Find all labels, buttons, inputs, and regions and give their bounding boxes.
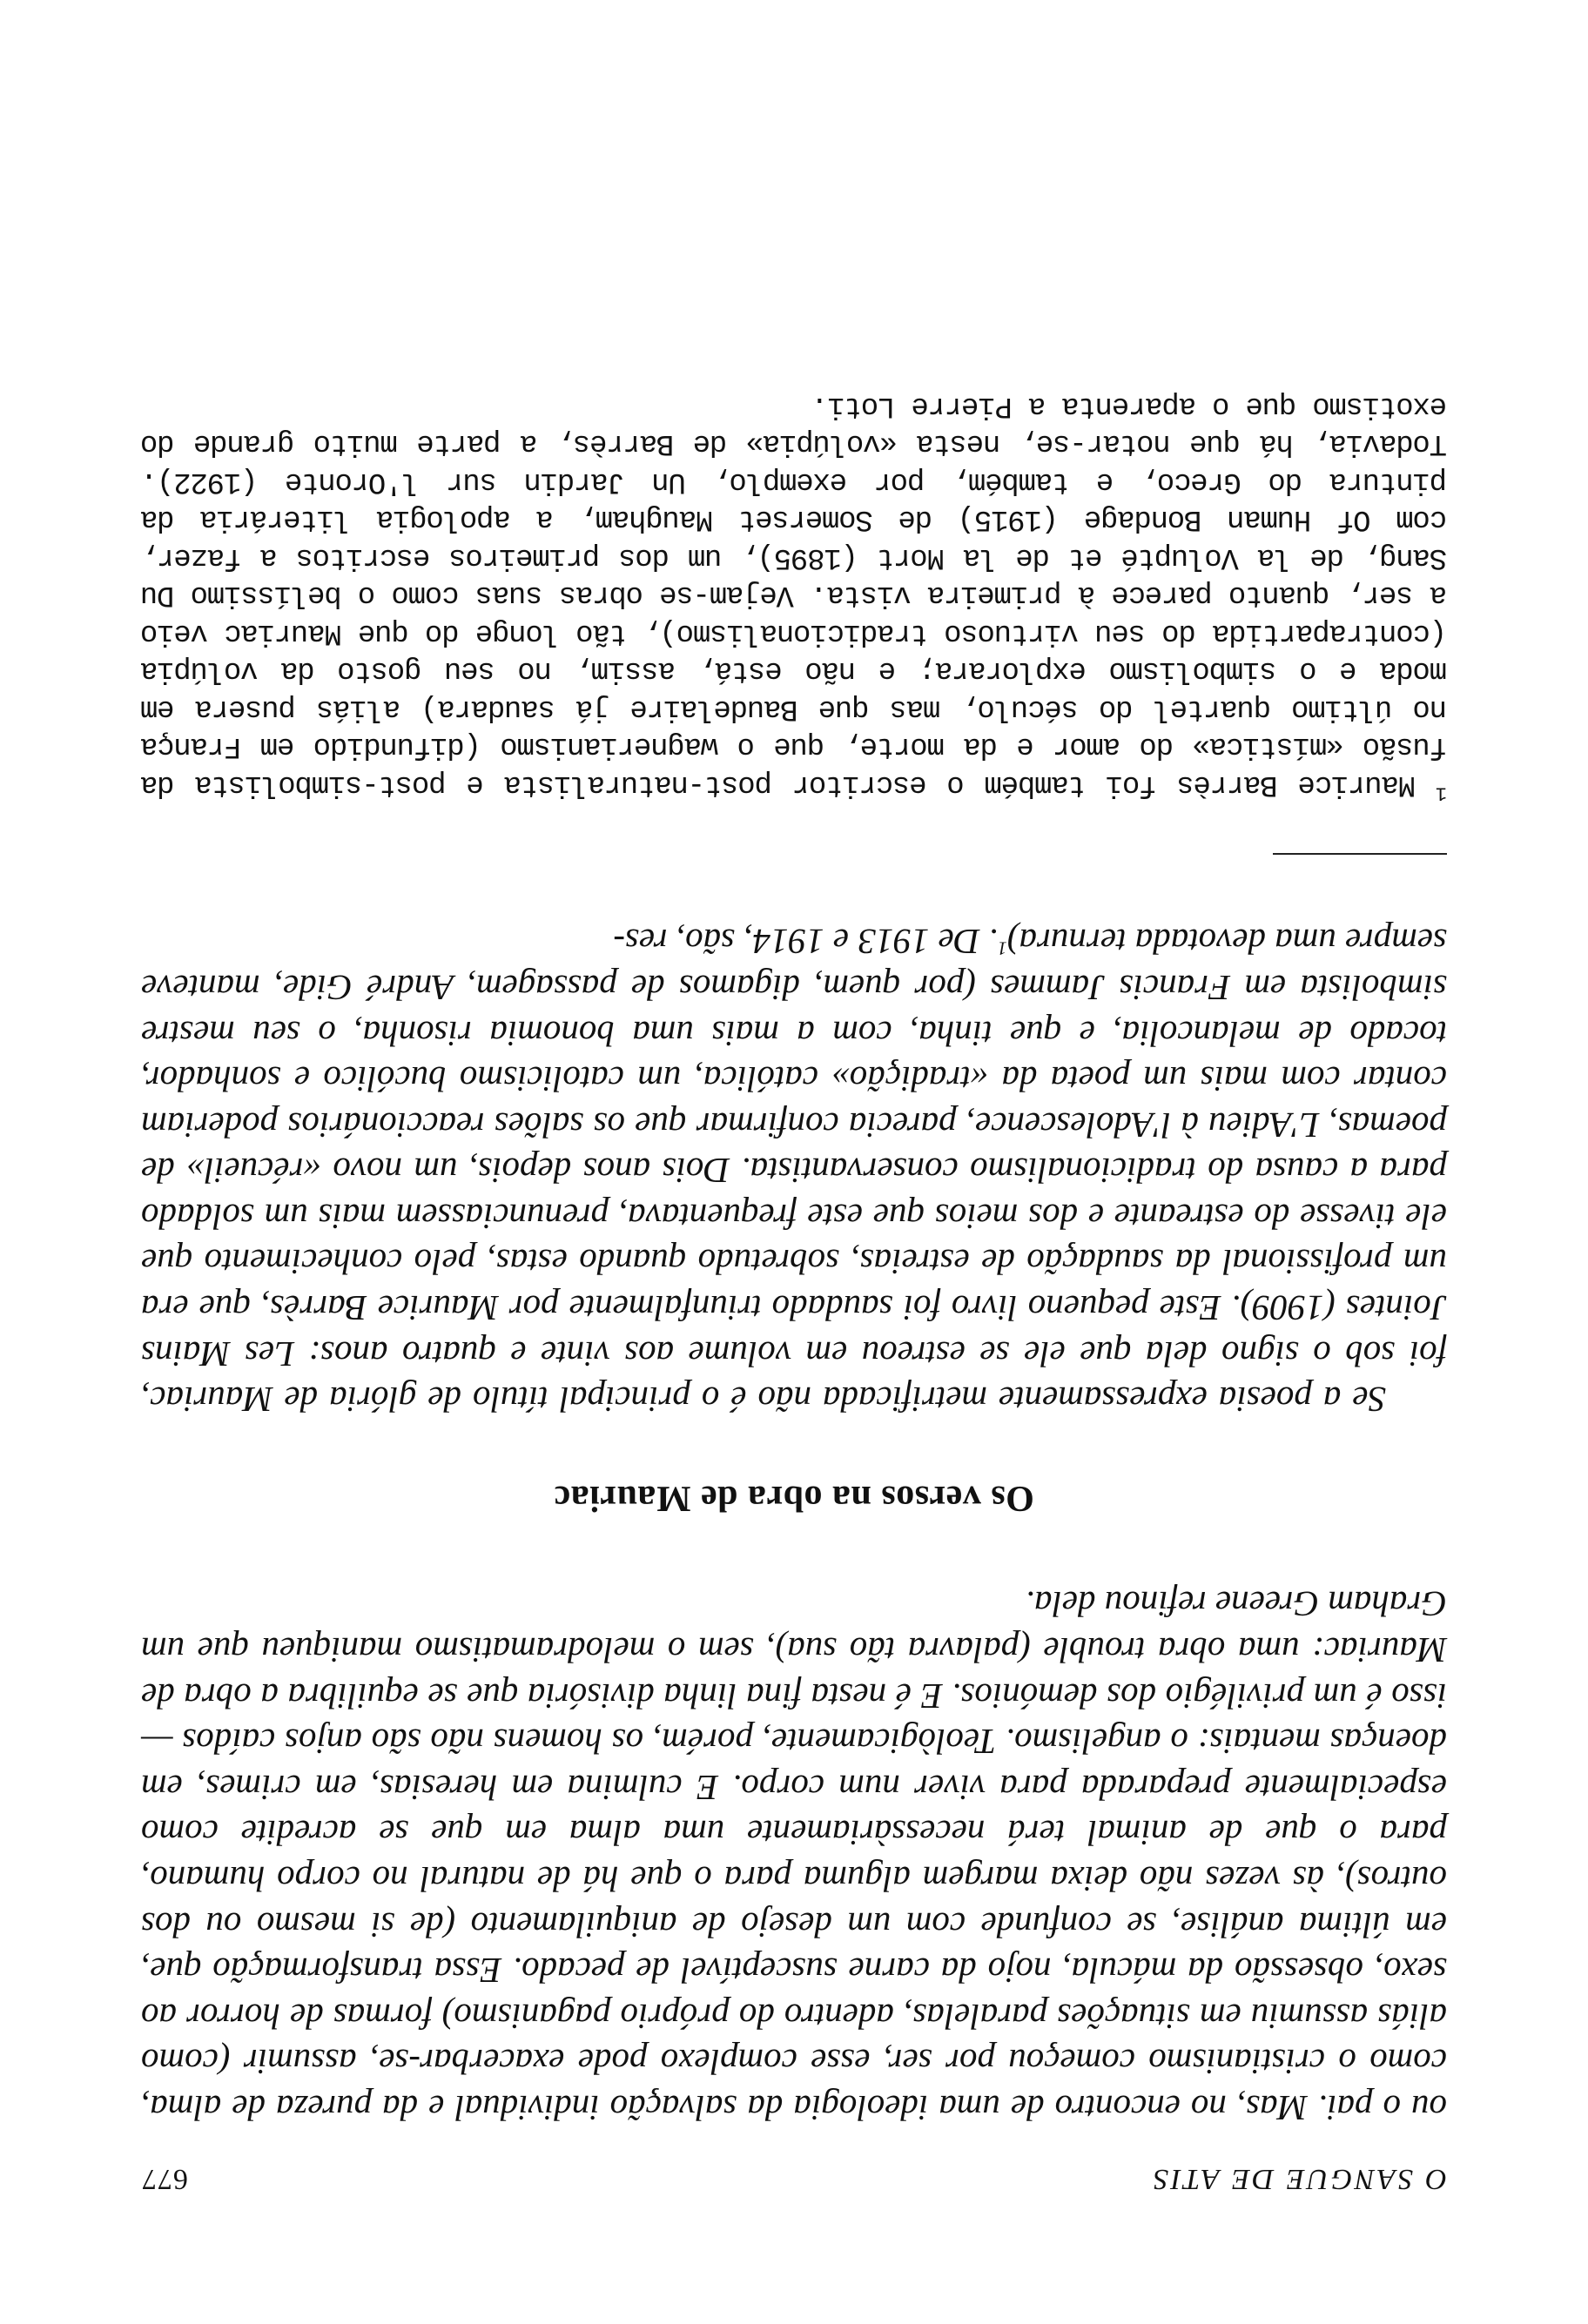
page-body xyxy=(141,386,1447,2131)
footnote-marker: 1 xyxy=(1436,782,1447,804)
footnote xyxy=(141,386,1447,803)
footnote-divider xyxy=(1273,853,1447,855)
paragraph-section-opening xyxy=(141,919,1447,1423)
footnote-reference: 1 xyxy=(997,938,1007,960)
paragraph-section-opening-text: Se a poesia expressamente metrificada não é o principal título de glória de Mauriac, foi sob o signo dela que ele se estreou em volume aos vinte e quatro anos: Les Mains Jointes (1909). Este pequeno livro foi saudado triunfalmente por Maurice Barrès, que era um profissional da saudação de estreias, sobretudo quando estas, pelo conhecimento que ele tivesse do estreante e dos meios que este frequentava, prenunciassem mais um soldado para a causa do tradicionalismo conservantista. Dois anos depois, um novo «récueil» de poemas, L'Adieu à l'Adolescence, parecia confirmar que os salões reaccionários poderiam contar com mais um poeta da «tradição» católica, um catolicismo bucólico e sonhador, tocado de melancolia, e que tinha, com a mais uma bonomia risonha, o seu mestre simbolista em Francis Jammes (por quem, digamos de passagem, André Gide, manteve sempre uma devotada ternura) xyxy=(141,922,1447,1421)
section-heading: Os versos na obra de Mauriac xyxy=(554,1477,1034,1518)
running-head-title: O SANGUE DE ATIS xyxy=(1151,2163,1447,2195)
paragraph-continuation: ou o pai. Mas, no encontro de uma ideologia da salvação individual e da pureza de alma, como o cristianismo começou por ser, esse complexo pode exacerbar-se, assumir (como aliás assumiu em situações paralelas, adentro do próprio paganismo) formas de horror ao sexo, obsessão da mácula, nojo da carne susceptível de pecado. Essa transformação que, em última análise, se confunde com um desejo de aniquilamento (de si mesmo ou dos outros), às vezes não deixa margem alguma para o que há de natural no corpo humano, para o que de animal terá necessàriamente uma alma em que se acredite como especialmente preparada para viver num corpo. E culmina em heresias, em crimes, em doenças mentais: o angelismo. Teològicamente, porém, os homens não são anjos caídos — isso é um privilégio dos demónios. E é nesta fina linha divisória que se equilibra a obra de Mauriac: uma obra trouble (palavra tão sua), sem o melodramatismo maniqueu que um Graham Greene refinou dela. xyxy=(141,1584,1447,2128)
page-number: 677 xyxy=(141,2163,188,2195)
footnote-text: Maurice Barrès foi também o escritor post-naturalista e post-simbolista da fusão «mística» do amor e da morte, que o wagnerianismo (difundido em França no último quartel do século, mas que Baudelaire já saudara) aliás pusera em moda e o simbolismo explorara; e não está, assim, no seu gosto da volúpia (contrapartida do seu virtuoso tradicionalismo), tão longe do que Mauriac veio a ser, quanto parece à primeira vista. Vejam-se obras suas como o belíssimo Du Sang, de la Volupté et de la Mort (1895), um dos primeiros escritos a fazer, com Of Human Bondage (1915) de Somerset Maugham, a apologia literária da pintura do Greco, e também, por exemplo, Un Jardin sur l'Oronte (1922). Todavia, há que notar-se, nesta «volúpia» de Barrès, a parte muito grande do exotismo que o aparenta a Pierre Loti. xyxy=(141,388,1447,801)
paragraph-section-opening-end: . De 1913 e 1914, são, res- xyxy=(613,922,998,963)
running-head xyxy=(141,2162,1447,2195)
